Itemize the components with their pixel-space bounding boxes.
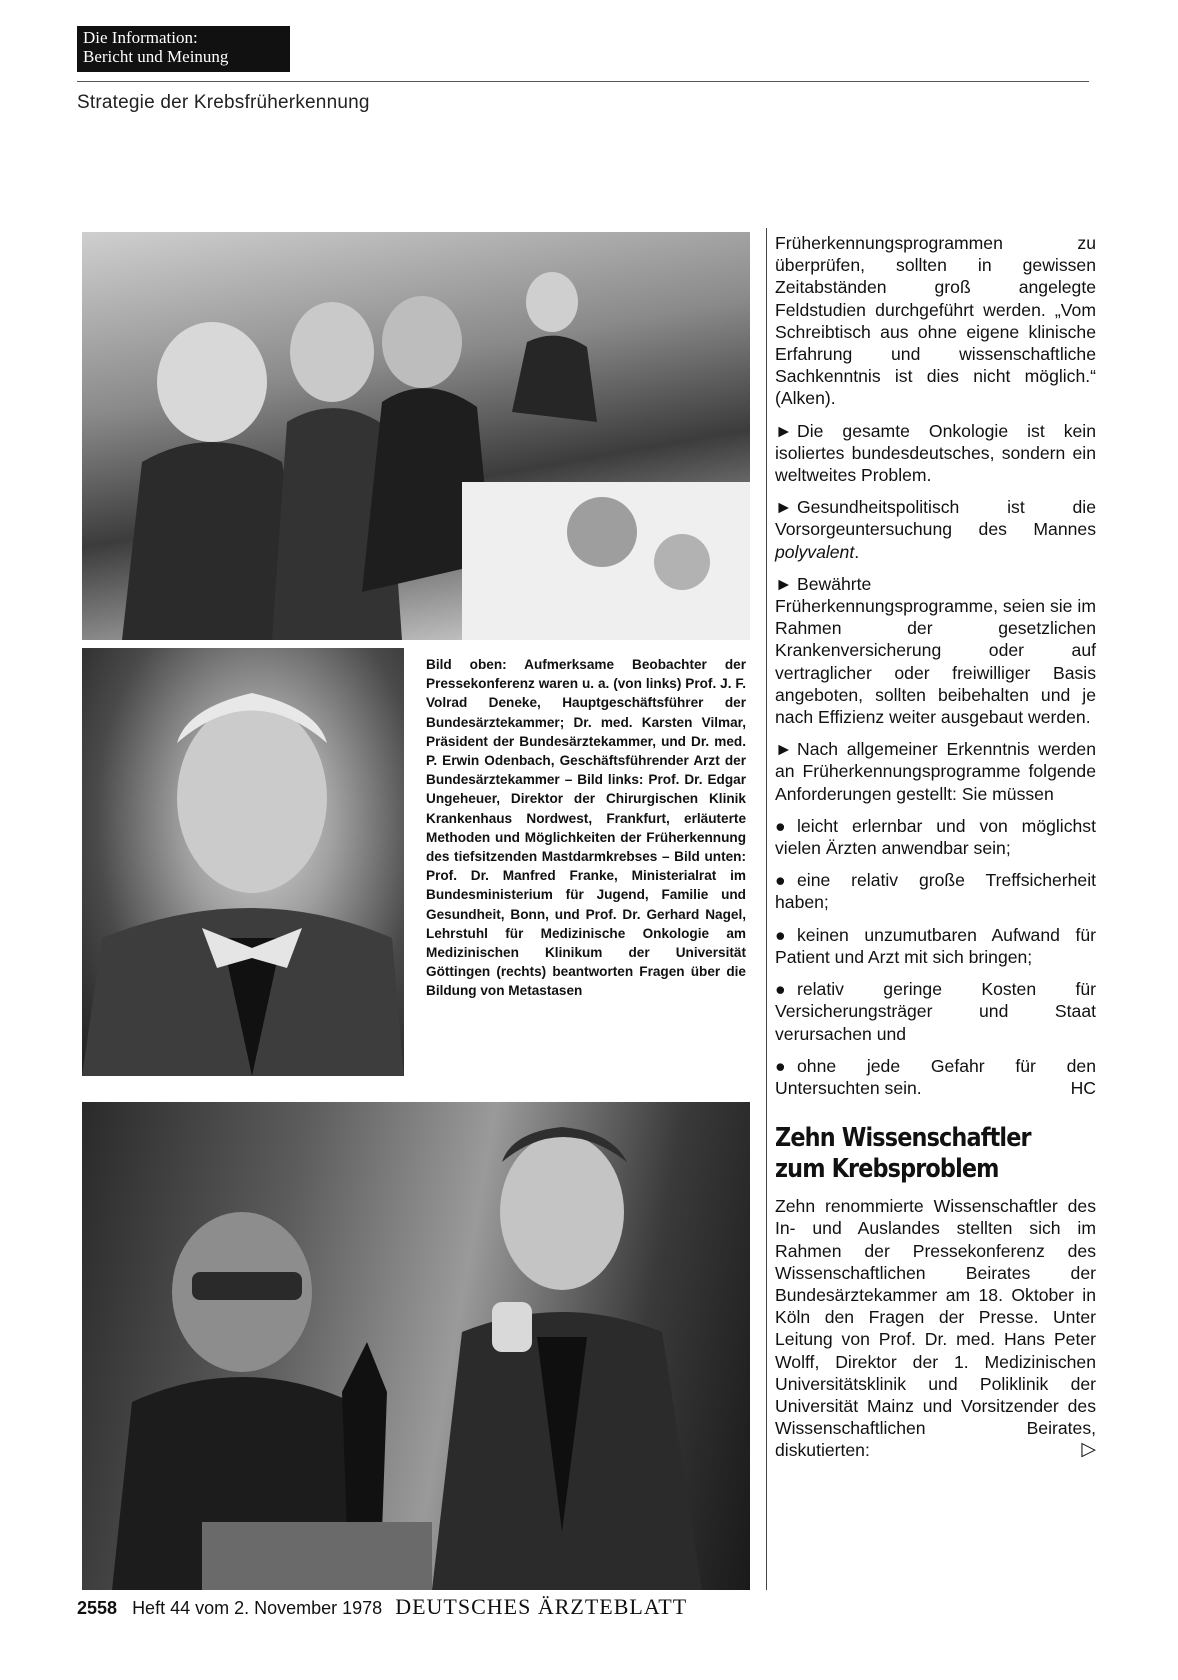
emphasis-polyvalent: polyvalent xyxy=(775,541,855,562)
column-rule xyxy=(766,228,767,1590)
photo-portrait-ungeheuer xyxy=(82,648,404,1076)
section-badge xyxy=(77,26,290,72)
article-body: Zehn renommierte Wissenschaftler des In- und Auslandes stellten sich im Rahmen der Pressekonferenz des Wissenschaftlichen Beirates der Bundesärztekammer am 18. Oktober in Köln den Fragen der Presse. Unter Leitung von Prof. Dr. med. Hans Peter Wolff, Direktor der 1. Medizinischen Universitätsklinik und Poliklinik der Universität Mainz und Vorsitzender des Wissenschaftlichen Beirates, diskutierten: ▷ xyxy=(775,1196,1096,1461)
running-head: Strategie der Krebsfrüherkennung xyxy=(77,92,370,113)
section-label-line1: Die Information: xyxy=(83,28,198,47)
arrow-marker-icon: ► xyxy=(775,497,793,518)
issue-info: Heft 44 vom 2. November 1978 xyxy=(132,1598,383,1618)
requirement-item: ● ohne jede Gefahr für den Untersuchten sein. HC xyxy=(775,1055,1096,1098)
author-signature: HC xyxy=(1070,1077,1096,1098)
requirement-item: ● leicht erlernbar und von möglichst vielen Ärzten anwendbar sein; xyxy=(775,815,1096,859)
bullet-icon: ● xyxy=(775,979,786,1000)
bullet-icon: ● xyxy=(775,870,786,891)
arrow-marker-icon: ► xyxy=(775,739,793,760)
requirement-item: ● relativ geringe Kosten für Versicherungsträger und Staat verursachen und xyxy=(775,979,1096,1044)
bullet-icon: ● xyxy=(775,815,786,836)
article-column xyxy=(775,232,1096,1472)
page-footer xyxy=(77,1594,687,1620)
arrow-marker-icon: ► xyxy=(775,420,793,441)
bullet-icon: ● xyxy=(775,924,786,945)
point-anforderungen: ► Nach allgemeiner Erkenntnis werden an Früherkennungsprogramme folgende Anforderungen gestellt: Sie müssen xyxy=(775,739,1096,804)
article-intro: Früherkennungsprogrammen zu überprüfen, sollten in gewissen Zeitabständen groß angelegte Feldstudien durchgeführt werden. „Vom Schreibtisch aus ohne eigene klinische Erfahrung und wissenschaftliche Sachkenntnis ist dies nicht möglich.“ (Alken). xyxy=(775,233,1096,409)
continue-arrow-icon: ▷ xyxy=(1081,1439,1096,1461)
header-rule xyxy=(77,81,1089,82)
photo-caption: Bild oben: Aufmerksame Beobachter der Pressekonferenz waren u. a. (von links) Prof. J. F. Volrad Deneke, Hauptgeschäftsführer der Bundesärztekammer; Dr. med. Karsten Vilmar, Präsident der Bundesärztekammer, und Dr. med. P. Erwin Odenbach, Geschäftsführender Arzt der Bundesärztekammer – Bild links: Prof. Dr. Edgar Ungeheuer, Direktor der Chirurgischen Klinik Krankenhaus Nordwest, Frankfurt, erläuterte Methoden und Möglichkeiten der Früherkennung des tiefsitzenden Mastdarmkrebses – Bild unten: Prof. Dr. Manfred Franke, Ministerialrat im Bundesministerium für Jugend, Familie und Gesundheit, Bonn, und Prof. Dr. Gerhard Nagel, Lehrstuhl für Medizinische Onkologie am Medizinischen Klinikum der Universität Göttingen (rechts) beantworten Fragen über die Bildung von Metastasen xyxy=(426,657,746,999)
point-programme: ► Bewährte Früherkennungsprogramme, seien sie im Rahmen der gesetzlichen Krankenversicherung oder auf vertraglicher oder freiwilliger Basis angeboten, sollten beibehalten und je nach Effizienz weiter ausgebaut werden. xyxy=(775,573,1096,728)
arrow-marker-icon: ► xyxy=(775,573,793,594)
bullet-icon: ● xyxy=(775,1055,786,1076)
article-headline: Zehn Wissenschaftler zum Krebsproblem xyxy=(775,1123,1031,1185)
requirement-item: ● keinen unzumutbaren Aufwand für Patient und Arzt mit sich bringen; xyxy=(775,924,1096,967)
page-number: 2558 xyxy=(77,1598,118,1618)
masthead: DEUTSCHES ÄRZTEBLATT xyxy=(395,1594,688,1619)
point-onkologie: ► Die gesamte Onkologie ist kein isoliertes bundesdeutsches, sondern ein weltweites Problem. xyxy=(775,420,1096,486)
photo-franke-and-nagel xyxy=(82,1102,750,1590)
requirement-item: ● eine relativ große Treffsicherheit haben; xyxy=(775,870,1096,913)
section-label-line2: Bericht und Meinung xyxy=(83,47,229,66)
photo-press-conference-panel xyxy=(82,232,750,640)
point-polyvalent: ► Gesundheitspolitisch ist die Vorsorgeuntersuchung des Mannes polyvalent. xyxy=(775,497,1096,562)
